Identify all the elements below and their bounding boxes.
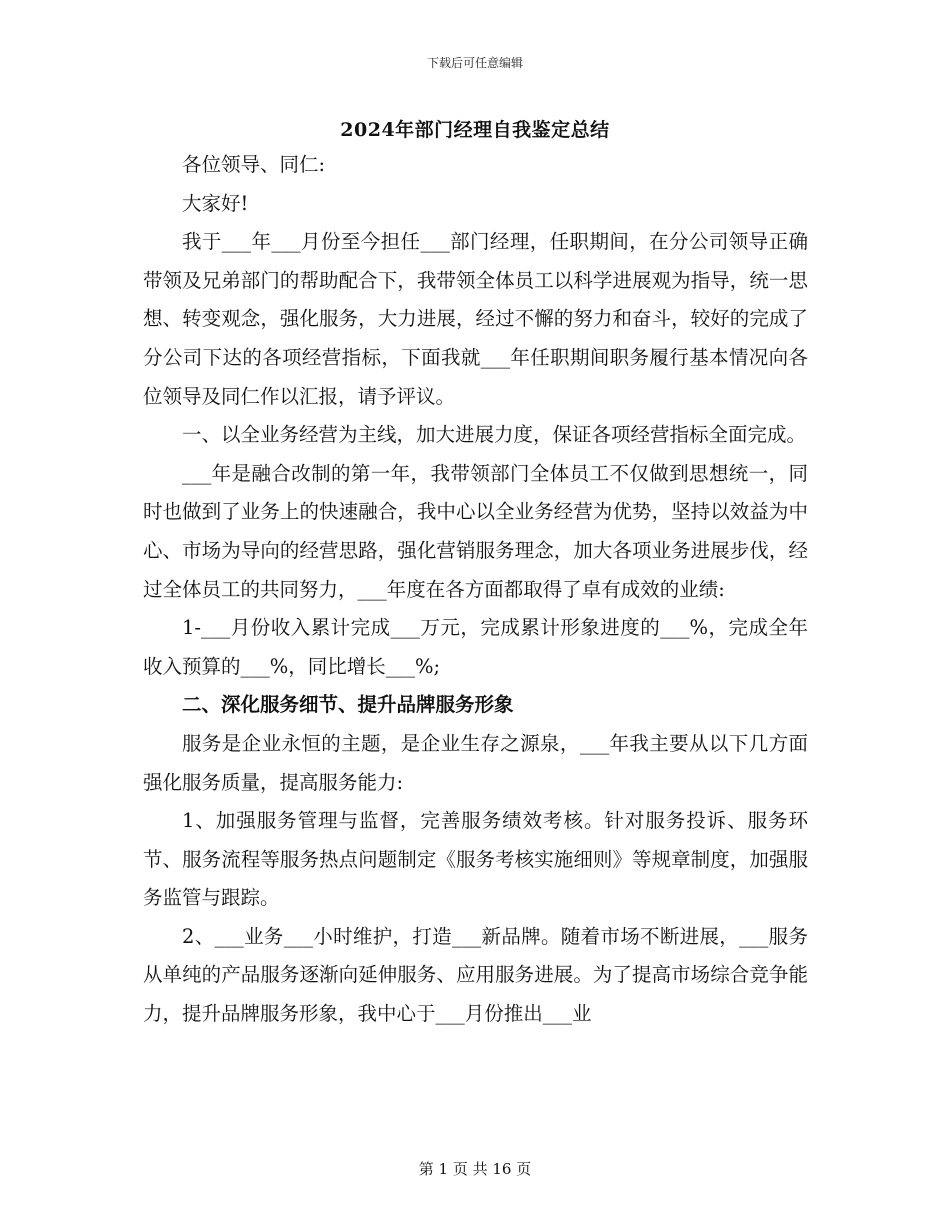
paragraph-item-1: 1、加强服务管理与监督，完善服务绩效考核。针对服务投诉、服务环节、服务流程等服务热点问题制定《服务考核实施细则》等规章制度，加强服务监管与跟踪。 bbox=[143, 809, 808, 910]
paragraph-item-2: 2、___业务___小时维护，打造___新品牌。随着市场不断进展，___服务从单纯的产品服务逐渐向延伸服务、应用服务进展。为了提高市场综合竞争能力，提升品牌服务形象，我中心于___月份推出___业 bbox=[143, 924, 808, 1026]
salutation: 各位领导、同仁: bbox=[182, 153, 326, 176]
section-heading-2: 二、深化服务细节、提升品牌服务形象 bbox=[182, 693, 514, 717]
document-title: 2024年部门经理自我鉴定总结 bbox=[340, 119, 610, 141]
greeting: 大家好! bbox=[182, 191, 249, 215]
paragraph-service-intro: 服务是企业永恒的主题，是企业生存之源泉，___年我主要从以下几方面强化服务质量，提高服务能力: bbox=[143, 731, 808, 794]
page-indicator: 第 1 页 共 16 页 bbox=[418, 1160, 532, 1178]
header-note: 下载后可任意编辑 bbox=[426, 56, 523, 70]
section-heading-1: 一、以全业务经营为主线，加大进展力度，保证各项经营指标全面完成。 bbox=[182, 423, 807, 447]
paragraph-intro: 我于___年___月份至今担任___部门经理，任职期间，在分公司领导正确带领及兄弟部门的帮助配合下，我带领全体员工以科学进展观为指导，统一思想、转变观念，强化服务，大力进展，经过不懈的努力和奋斗，较好的完成了分公司下达的各项经营指标，下面我就___年任职期间职务履行基本情况向各位领导及同仁作以汇报，请予评议。 bbox=[143, 230, 808, 408]
paragraph-revenue-stats: 1-___月份收入累计完成___万元，完成累计形象进度的___%，完成全年收入预算的___%，同比增长___%; bbox=[143, 616, 808, 678]
paragraph-section-1: ___年是融合改制的第一年，我带领部门全体员工不仅做到思想统一，同时也做到了业务上的快速融合，我中心以全业务经营为优势，坚持以效益为中心、市场为导向的经营思路，强化营销服务理念，加大各项业务进展步伐，经过全体员工的共同努力，___年度在各方面都取得了卓有成效的业绩: bbox=[143, 461, 808, 601]
document-body bbox=[143, 146, 808, 1034]
